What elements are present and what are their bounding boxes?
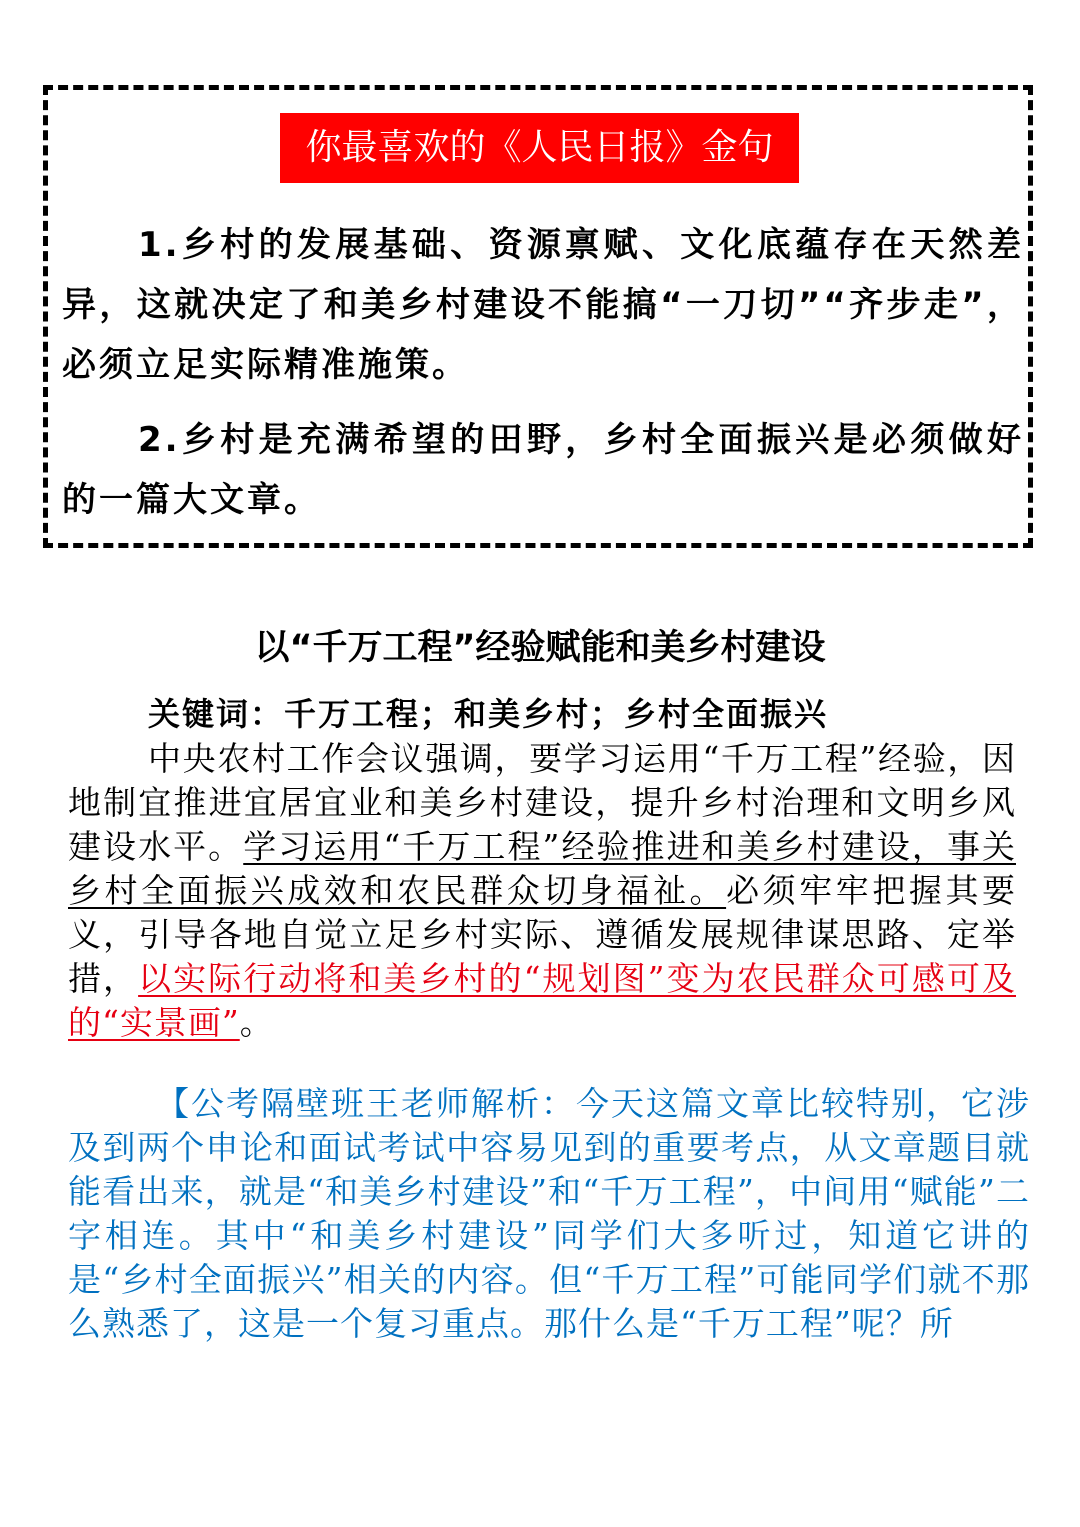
article-keywords: 关键词：千万工程；和美乡村；乡村全面振兴 <box>148 695 829 733</box>
article-title: 以“千万工程”经验赋能和美乡村建设 <box>254 628 826 668</box>
body-red-highlight: 以实际行动将和美乡村的“规划图”变为农民群众可感可及的“实景画” <box>68 959 1016 1042</box>
quote-item-2: 2.乡村是充满希望的田野，乡村全面振兴是必须做好的一篇大文章。 <box>62 420 1024 520</box>
body-middle-text: 必须牢牢把握其要义，引导各地自觉立足乡村实际、遵循发展规律谋思路、定举措， <box>68 871 1017 998</box>
article-body <box>68 737 1016 1045</box>
body-intro-text: 中央农村工作会议强调，要学习运用“千万工程”经验，因地制宜推进宜居宜业和美乡村建设，提升乡村治理和文明乡风建设水平。 <box>68 739 1016 866</box>
body-end-punctuation: 。 <box>239 1003 274 1042</box>
quote-item-1: 1.乡村的发展基础、资源禀赋、文化底蕴存在天然差异，这就决定了和美乡村建设不能搞“一刀切”“齐步走”，必须立足实际精准施策。 <box>62 225 1024 385</box>
quote-box-title: 你最喜欢的《人民日报》金句 <box>280 113 799 183</box>
body-underlined-text: 学习运用“千万工程”经验推进和美乡村建设，事关乡村全面振兴成效和农民群众切身福祉。 <box>68 827 1016 910</box>
teacher-analysis: 【公考隔壁班王老师解析：今天这篇文章比较特别，它涉及到两个申论和面试考试中容易见到的重要考点，从文章题目就能看出来，就是“和美乡村建设”和“千万工程”，中间用“赋能”二字相连。其中“和美乡村建设”同学们大多听过，知道它讲的是“乡村全面振兴”相关的内容。但“千万工程”可能同学们就不那么熟悉了，这是一个复习重点。那什么是“千万工程”呢？所 <box>68 1084 1030 1343</box>
